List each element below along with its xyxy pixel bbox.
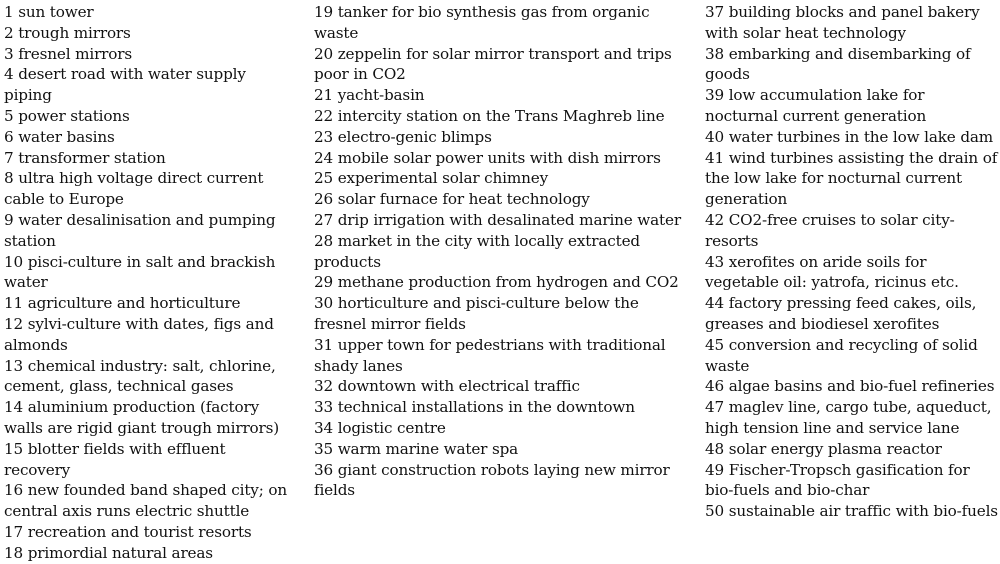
legend-item: 7 transformer station bbox=[4, 148, 166, 167]
legend-item: 48 solar energy plasma reactor bbox=[705, 439, 942, 458]
legend-item: 6 water basins bbox=[4, 127, 115, 146]
legend-item: 4 desert road with water supply piping bbox=[4, 65, 246, 105]
legend-item: 27 drip irrigation with desalinated marine water bbox=[314, 210, 681, 229]
legend-item: 35 warm marine water spa bbox=[314, 439, 519, 458]
legend-item: 21 yacht-basin bbox=[314, 86, 425, 105]
legend-item: 46 algae basins and bio-fuel refineries bbox=[705, 377, 995, 396]
legend-column-1 bbox=[4, 2, 296, 564]
legend-item: 17 recreation and tourist resorts bbox=[4, 522, 252, 541]
legend-item: 36 giant construction robots laying new mirror fields bbox=[314, 460, 670, 500]
legend-item: 44 factory pressing feed cakes, oils, greases and biodiesel xerofites bbox=[705, 294, 977, 333]
legend-item: 32 downtown with electrical traffic bbox=[314, 377, 580, 396]
legend-item: 42 CO2-free cruises to solar city-resorts bbox=[705, 210, 955, 250]
legend-item: 41 wind turbines assisting the drain of the low lake for nocturnal current generation bbox=[705, 148, 998, 209]
legend-item: 25 experimental solar chimney bbox=[314, 169, 549, 188]
legend-item: 24 mobile solar power units with dish mirrors bbox=[314, 148, 661, 167]
legend-item: 19 tanker for bio synthesis gas from organic waste bbox=[314, 3, 650, 42]
legend-item: 23 electro-genic blimps bbox=[314, 127, 492, 146]
legend-item: 5 power stations bbox=[4, 106, 130, 125]
legend-item: 13 chemical industry: salt, chlorine, cement, glass, technical gases bbox=[4, 356, 276, 396]
legend-item: 34 logistic centre bbox=[314, 418, 446, 437]
legend-item: 11 agriculture and horticulture bbox=[4, 294, 241, 313]
legend-item: 31 upper town for pedestrians with traditional shady lanes bbox=[314, 335, 666, 375]
legend-item: 38 embarking and disembarking of goods bbox=[705, 44, 971, 84]
legend-item: 15 blotter fields with effluent recovery bbox=[4, 439, 226, 479]
legend-item: 28 market in the city with locally extracted products bbox=[314, 231, 640, 271]
legend-item: 29 methane production from hydrogen and CO2 bbox=[314, 273, 679, 292]
legend-item: 1 sun tower bbox=[4, 3, 94, 21]
legend-item: 3 fresnel mirrors bbox=[4, 44, 133, 63]
legend-item: 40 water turbines in the low lake dam bbox=[705, 127, 994, 146]
legend-item: 45 conversion and recycling of solid waste bbox=[705, 335, 978, 375]
legend-item: 49 Fischer-Tropsch gasification for bio-fuels and bio-char bbox=[705, 460, 970, 500]
legend-column-3 bbox=[705, 2, 1000, 522]
legend-item: 43 xerofites on aride soils for vegetable oil: yatrofa, ricinus etc. bbox=[705, 252, 959, 292]
legend-item: 12 sylvi-culture with dates, figs and almonds bbox=[4, 314, 274, 354]
legend-item: 8 ultra high voltage direct current cable to Europe bbox=[4, 169, 264, 209]
legend-item: 14 aluminium production (factory walls are rigid giant trough mirrors) bbox=[4, 398, 280, 437]
legend-item: 30 horticulture and pisci-culture below the fresnel mirror fields bbox=[314, 294, 639, 333]
legend-item: 50 sustainable air traffic with bio-fuels bbox=[705, 502, 998, 521]
legend-item: 22 intercity station on the Trans Maghreb line bbox=[314, 106, 665, 125]
legend-item: 18 primordial natural areas bbox=[4, 543, 213, 562]
legend-item: 47 maglev line, cargo tube, aqueduct, high tension line and service lane bbox=[705, 398, 992, 437]
legend-item: 33 technical installations in the downtown bbox=[314, 398, 635, 417]
legend-item: 10 pisci-culture in salt and brackish water bbox=[4, 252, 276, 292]
legend-item: 9 water desalinisation and pumping station bbox=[4, 210, 276, 250]
legend-item: 26 solar furnace for heat technology bbox=[314, 190, 590, 209]
legend-item: 16 new founded band shaped city; on central axis runs electric shuttle bbox=[4, 481, 288, 521]
legend-item: 20 zeppelin for solar mirror transport and trips poor in CO2 bbox=[314, 44, 672, 84]
legend-item: 2 trough mirrors bbox=[4, 23, 131, 42]
legend-column-2 bbox=[314, 2, 684, 501]
legend-item: 39 low accumulation lake for nocturnal current generation bbox=[705, 86, 927, 125]
legend-item: 37 building blocks and panel bakery with solar heat technology bbox=[705, 3, 980, 42]
